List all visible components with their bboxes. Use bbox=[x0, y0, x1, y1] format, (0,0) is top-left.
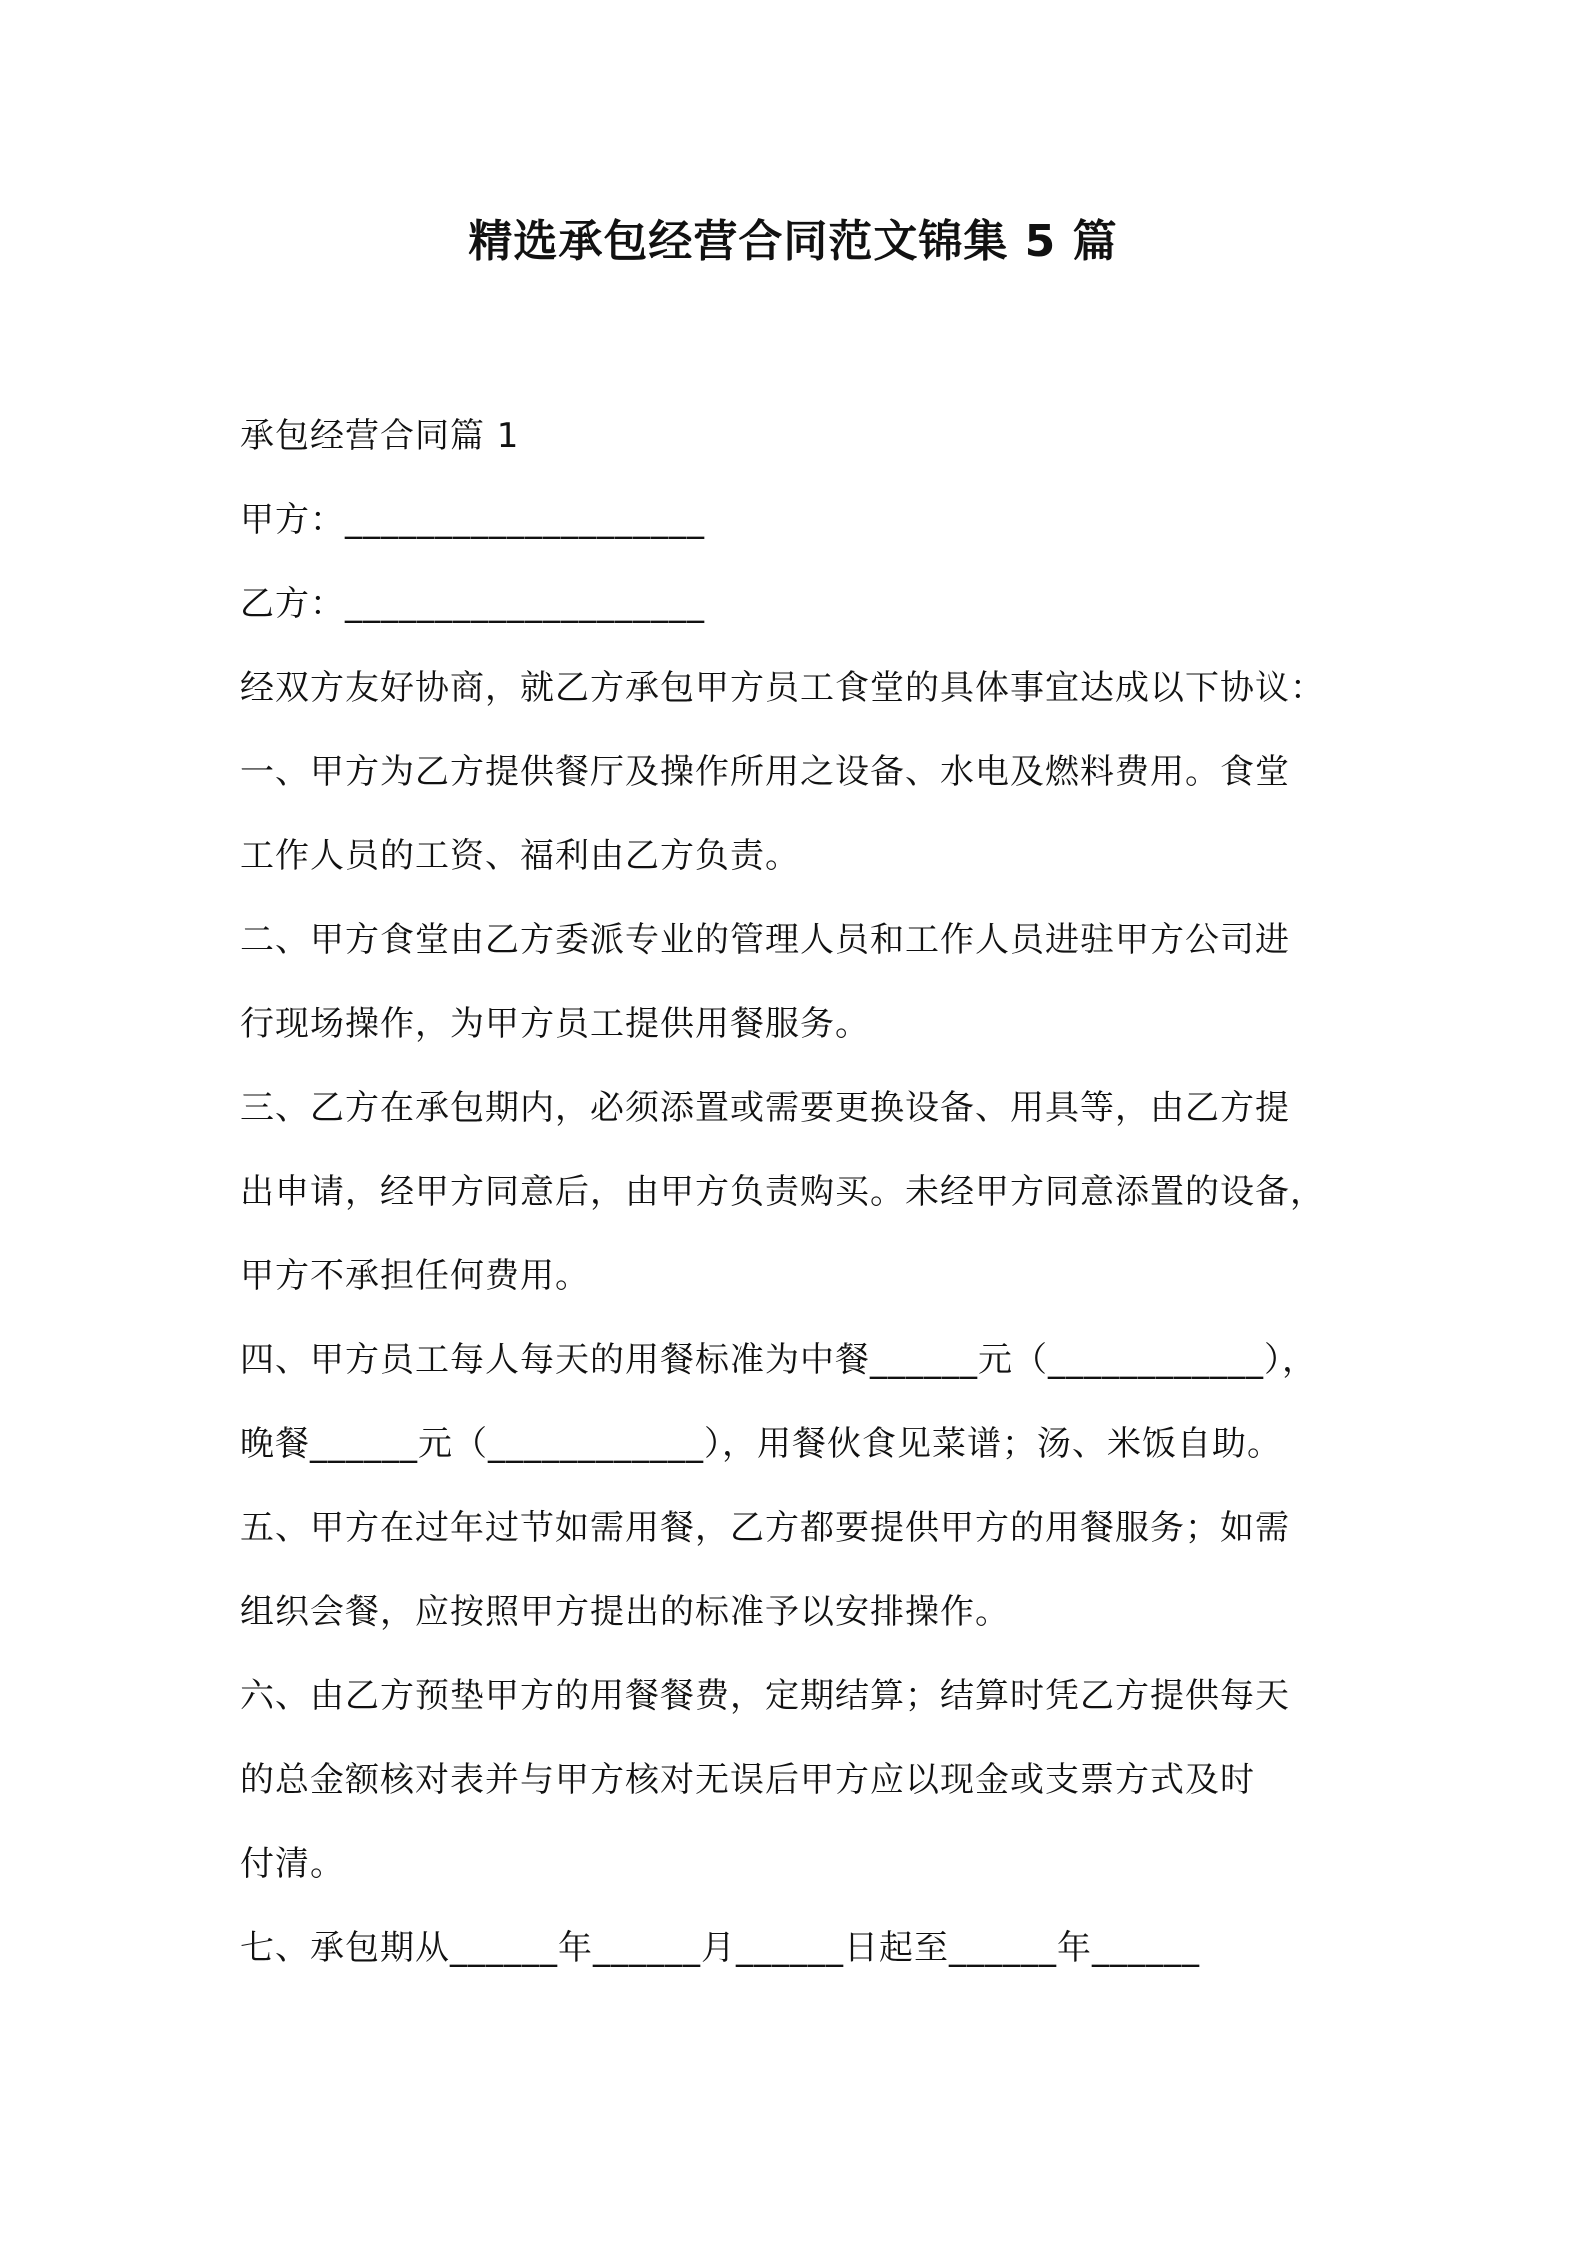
clause-5-line: 五、甲方在过年过节如需用餐，乙方都要提供甲方的用餐服务；如需 bbox=[240, 1508, 1290, 1548]
clause-1-line: 一、甲方为乙方提供餐厅及操作所用之设备、水电及燃料费用。食堂 bbox=[240, 752, 1290, 792]
party-b-line: 乙方：____________________ bbox=[240, 584, 705, 624]
clause-5-line: 组织会餐，应按照甲方提出的标准予以安排操作。 bbox=[240, 1592, 1010, 1632]
clause-1-line: 工作人员的工资、福利由乙方负责。 bbox=[240, 836, 800, 876]
clause-6-line: 的总金额核对表并与甲方核对无误后甲方应以现金或支票方式及时 bbox=[240, 1760, 1255, 1800]
clause-6-line: 付清。 bbox=[240, 1844, 345, 1884]
clause-3-line: 甲方不承担任何费用。 bbox=[240, 1256, 590, 1296]
party-a-line: 甲方：____________________ bbox=[240, 500, 705, 540]
clause-4-line: 四、甲方员工每人每天的用餐标准为中餐______元（____________）， bbox=[240, 1340, 1317, 1380]
clause-2-line: 行现场操作，为甲方员工提供用餐服务。 bbox=[240, 1004, 870, 1044]
section-heading: 承包经营合同篇 1 bbox=[240, 416, 520, 456]
clause-6-line: 六、由乙方预垫甲方的用餐餐费，定期结算；结算时凭乙方提供每天 bbox=[240, 1676, 1290, 1716]
clause-7-line: 七、承包期从______年______月______日起至______年______ bbox=[240, 1928, 1200, 1968]
clause-3-line: 三、乙方在承包期内，必须添置或需要更换设备、用具等，由乙方提 bbox=[240, 1088, 1290, 1128]
preamble-line: 经双方友好协商，就乙方承包甲方员工食堂的具体事宜达成以下协议： bbox=[240, 668, 1325, 708]
clause-3-line: 出申请，经甲方同意后，由甲方负责购买。未经甲方同意添置的设备， bbox=[240, 1172, 1325, 1212]
clause-2-line: 二、甲方食堂由乙方委派专业的管理人员和工作人员进驻甲方公司进 bbox=[240, 920, 1290, 960]
document-title: 精选承包经营合同范文锦集 5 篇 bbox=[468, 216, 1118, 267]
clause-4-line: 晚餐______元（____________），用餐伙食见菜谱；汤、米饭自助。 bbox=[240, 1424, 1282, 1464]
